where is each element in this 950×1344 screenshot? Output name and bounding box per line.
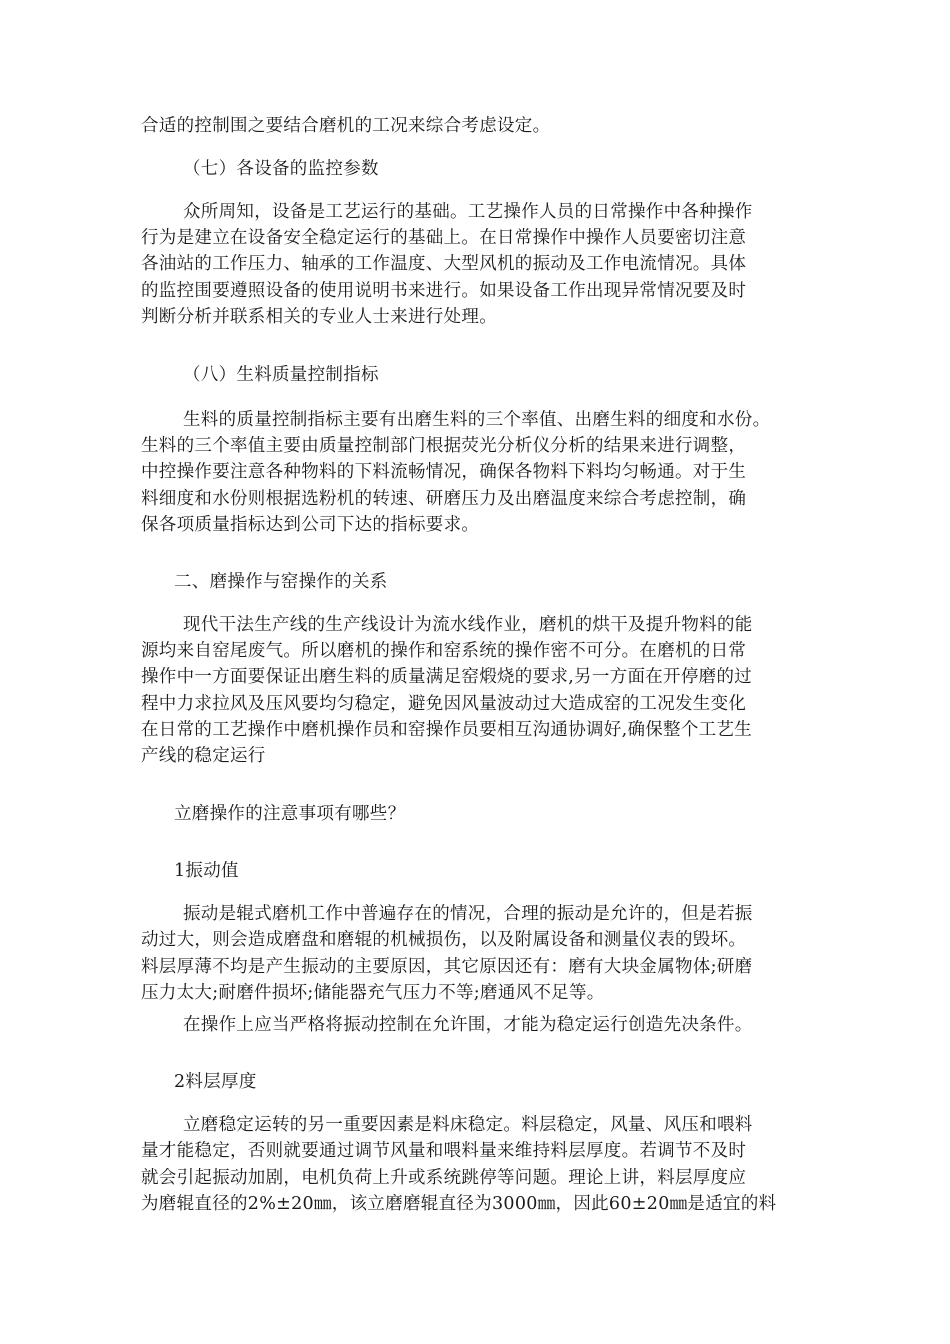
text-line: 判断分析并联系相关的专业人士来进行处理。 <box>141 307 497 327</box>
text-line: 中控操作要注意各种物料的下料流畅情况，确保各物料下料均匀畅通。对于生 <box>141 462 747 482</box>
text-line: 料细度和水份则根据选粉机的转速、研磨压力及出磨温度来综合考虑控制，确 <box>141 489 747 509</box>
text-line: 程中力求拉风及压风要均匀稳定，避免因风量波动过大造成窑的工况发生变化 <box>141 694 747 714</box>
section-heading: 1振动值 <box>174 861 239 881</box>
text-line: 在操作上应当严格将振动控制在允许围，才能为稳定运行创造先决条件。 <box>183 1015 753 1035</box>
text-line: 各油站的工作压力、轴承的工作温度、大型风机的振动及工作电流情况。具体 <box>141 254 747 274</box>
text-line: 量才能稳定，否则就要通过调节风量和喂料量来维持料层厚度。若调节不及时 <box>141 1141 747 1161</box>
text-line: 振动是辊式磨机工作中普遍存在的情况，合理的振动是允许的，但是若振 <box>183 904 753 924</box>
section-heading: 2料层厚度 <box>174 1072 257 1092</box>
text-line: 众所周知，设备是工艺运行的基础。工艺操作人员的日常操作中各种操作 <box>183 202 753 222</box>
text-line: 现代干法生产线的生产线设计为流水线作业，磨机的烘干及提升物料的能 <box>183 615 753 635</box>
text-line: 立磨稳定运转的另一重要因素是料床稳定。料层稳定，风量、风压和喂料 <box>183 1115 753 1135</box>
text-line: 生料的三个率值主要由质量控制部门根据荧光分析仪分析的结果来进行调整， <box>141 436 747 456</box>
text-line: 合适的控制围之要结合磨机的工况来综合考虑设定。 <box>141 116 551 136</box>
text-line: 就会引起振动加剧，电机负荷上升或系统跳停等问题。理论上讲，料层厚度应 <box>141 1168 747 1188</box>
text-line: 为磨辊直径的2%±20㎜，该立磨磨辊直径为3000㎜，因此60±20㎜是适宜的料 <box>141 1194 777 1214</box>
text-line: 生料的质量控制指标主要有出磨生料的三个率值、出磨生料的细度和水份。 <box>183 410 771 430</box>
text-line: 在日常的工艺操作中磨机操作员和窑操作员要相互沟通协调好,确保整个工艺生 <box>141 720 753 740</box>
text-line: 源均来自窑尾废气。所以磨机的操作和窑系统的操作密不可分。在磨机的日常 <box>141 641 747 661</box>
section-heading: 立磨操作的注意事项有哪些？ <box>174 804 406 824</box>
text-line: 的监控围要遵照设备的使用说明书来进行。如果设备工作出现异常情况要及时 <box>141 281 747 301</box>
text-line: 动过大，则会造成磨盘和磨辊的机械损伤，以及附属设备和测量仪表的毁坏。 <box>141 930 747 950</box>
text-line: 料层厚薄不均是产生振动的主要原因，其它原因还有：磨有大块金属物体;研磨 <box>141 957 753 977</box>
text-line: 保各项质量指标达到公司下达的指标要求。 <box>141 515 480 535</box>
text-line: 操作中一方面要保证出磨生料的质量满足窑煅烧的要求,另一方面在开停磨的过 <box>141 667 753 687</box>
text-line: 压力太大;耐磨件损坏;储能器充气压力不等;磨通风不足等。 <box>141 983 605 1003</box>
section-heading: 二、磨操作与窑操作的关系 <box>174 572 388 592</box>
section-heading: （八）生料质量控制指标 <box>183 365 379 385</box>
text-line: 产线的稳定运行 <box>141 746 266 766</box>
text-line: 行为是建立在设备安全稳定运行的基础上。在日常操作中操作人员要密切注意 <box>141 228 747 248</box>
section-heading: （七）各设备的监控参数 <box>183 159 379 179</box>
